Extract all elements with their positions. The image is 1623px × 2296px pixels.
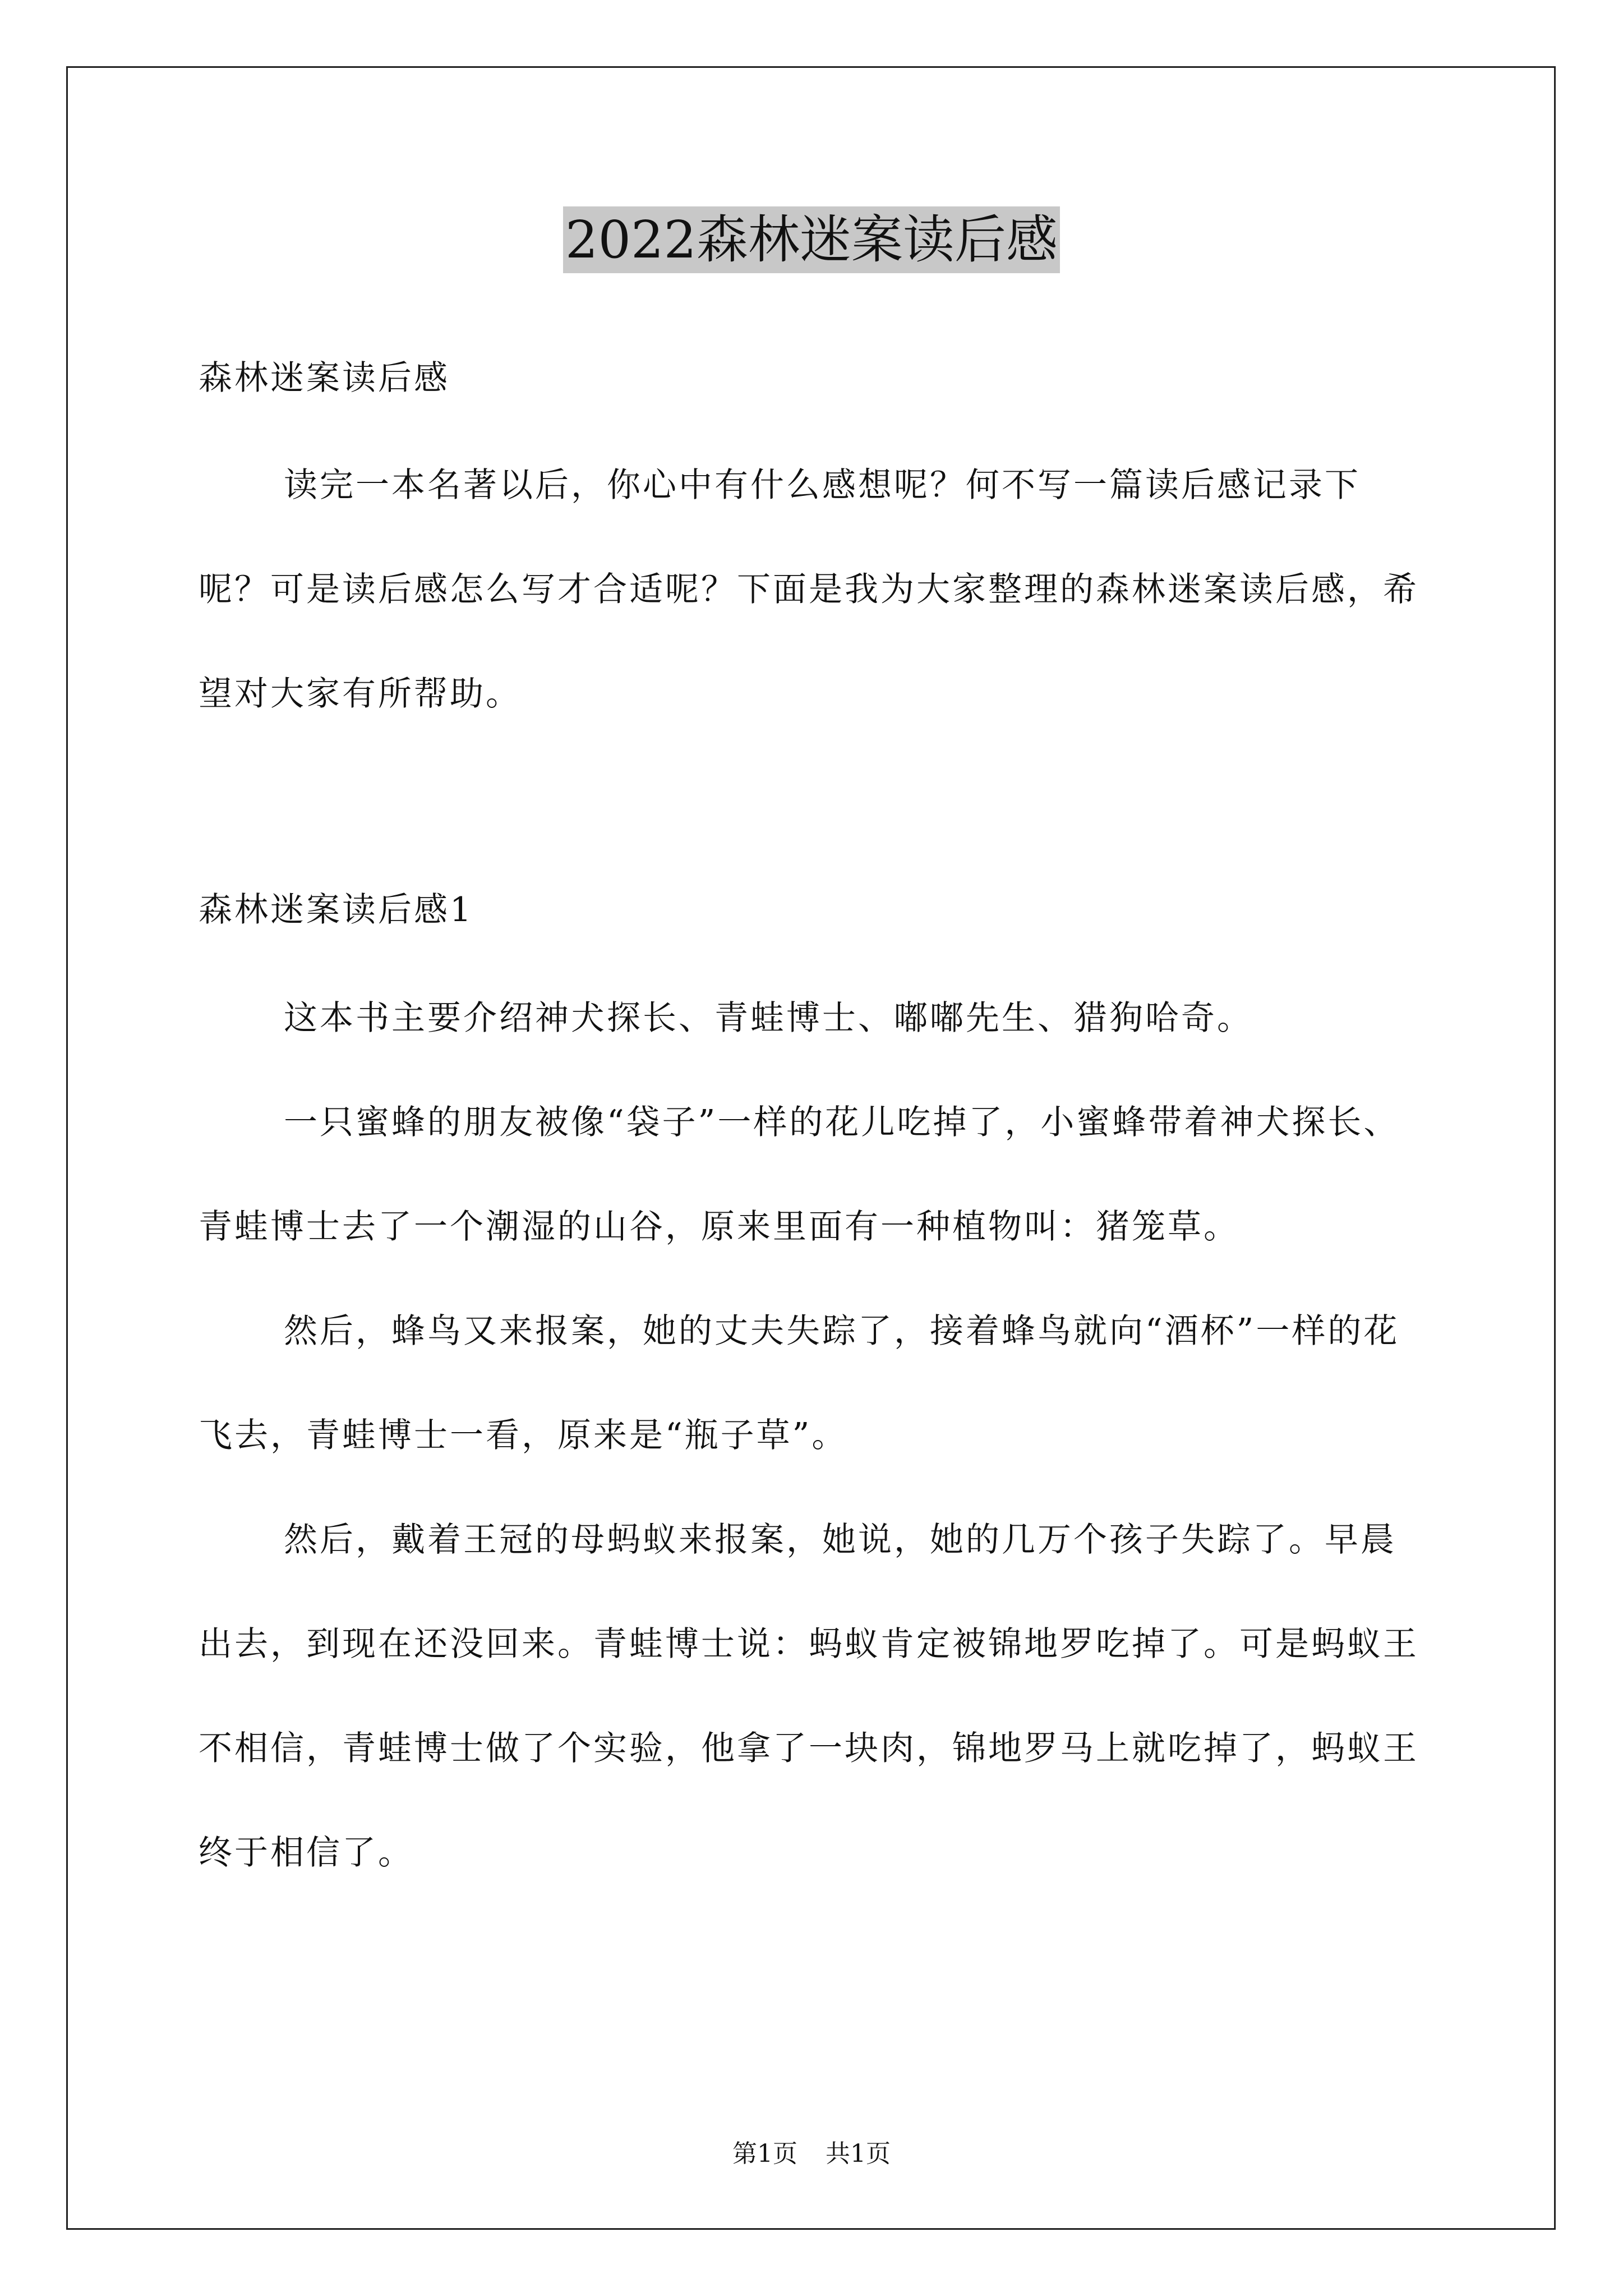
section-heading: 森林迷案读后感1	[199, 890, 474, 930]
intro-block	[199, 433, 1430, 746]
body-paragraph: 一只蜜蜂的朋友被像“袋子”一样的花儿吃掉了，小蜜蜂带着神犬探长、青蛙博士去了一个潮湿的山谷，原来里面有一种植物叫：猪笼草。	[199, 1103, 1400, 1246]
intro-paragraph: 读完一本名著以后，你心中有什么感想呢？何不写一篇读后感记录下呢？可是读后感怎么写才合适呢？下面是我为大家整理的森林迷案读后感，希望对大家有所帮助。	[199, 466, 1419, 714]
page-number: 第1页	[732, 2139, 797, 2168]
page-total: 共1页	[826, 2139, 891, 2168]
document-title	[0, 206, 1623, 274]
page-footer	[0, 2137, 1623, 2171]
body-paragraph: 这本书主要介绍神犬探长、青蛙博士、嘟嘟先生、猎狗哈奇。	[284, 999, 1253, 1038]
body-paragraph: 然后，戴着王冠的母蚂蚁来报案，她说，她的几万个孩子失踪了。早晨出去，到现在还没回来。青蛙博士说：蚂蚁肯定被锦地罗吃掉了。可是蚂蚁王不相信，青蛙博士做了个实验，他拿了一块肉，锦地罗马上就吃掉了，蚂蚁王终于相信了。	[199, 1520, 1419, 1872]
section-body	[199, 966, 1430, 1905]
document-title-text: 2022森林迷案读后感	[563, 206, 1060, 273]
document-subtitle: 森林迷案读后感	[199, 358, 450, 398]
body-paragraph: 然后，蜂鸟又来报案，她的丈夫失踪了，接着蜂鸟就向“酒杯”一样的花飞去，青蛙博士一看，原来是“瓶子草”。	[199, 1312, 1400, 1455]
